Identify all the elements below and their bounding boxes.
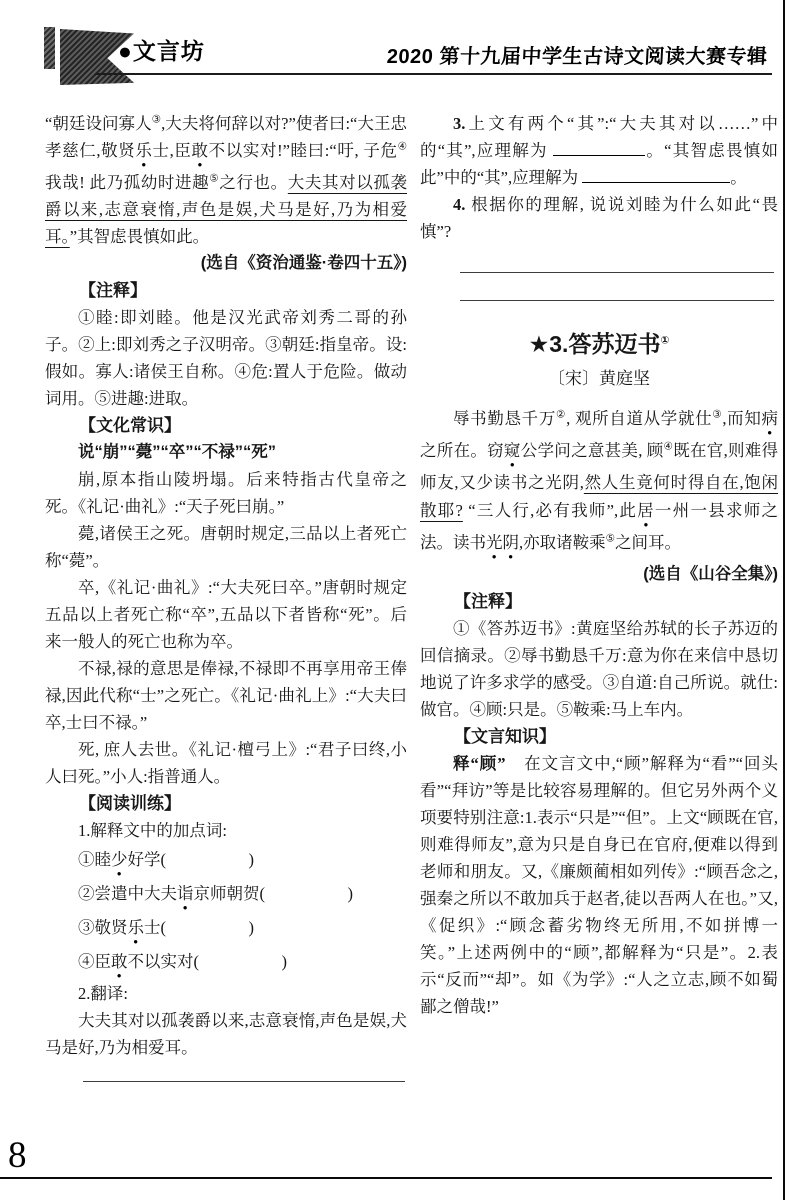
answer-blank-line [460, 272, 774, 273]
edition-title: 2020 第十九届中学生古诗文阅读大赛专辑 [386, 46, 769, 68]
culture-subheading: 说“崩”“薨”“卒”“不禄”“死” [78, 443, 276, 461]
passage-continuation: “朝廷设问寡人③,大夫将何辞以对?”使者曰:“大王忠孝慈仁,敬贤乐士,臣敢不以实对!”睦曰:“吁, 子危④我哉! 此乃孤幼时进趣⑤之行也。大夫其对以孤袭爵以来,志意衰惰,声色是娱,犬马是好,乃为相爱耳。”其智虑畏慎如此。 [45, 114, 408, 246]
answer-blank-line [460, 300, 774, 301]
question-1-item: ③敬贤乐士( ) [78, 918, 254, 937]
notes-heading: 【注释】 [454, 592, 522, 611]
question-3: 3.上文有两个“其”:“大夫其对以……”中的“其”,应理解为 。“其智虑畏慎如此”中的“其”,应理解为 。 [420, 114, 778, 187]
culture-paragraph: 薨,诸侯王之死。唐朝时规定,三品以上者死亡称“薨”。 [45, 524, 407, 570]
page-number: 8 [8, 1135, 27, 1176]
page-bottom-border [0, 1177, 772, 1179]
header-side-bar-icon [44, 27, 55, 69]
question-2-sentence: 大夫其对以孤袭爵以来,志意衰惰,声色是娱,犬马是好,乃为相爱耳。 [45, 1011, 407, 1057]
training-heading: 【阅读训练】 [79, 794, 181, 813]
knowledge-heading: 【文言知识】 [454, 727, 556, 746]
question-4: 4. 根据你的理解, 说说刘睦为什么如此“畏慎”? [420, 195, 778, 241]
article-author: 〔宋〕黄庭坚 [548, 369, 650, 388]
article-title: ★3.答苏迈书① [528, 331, 670, 357]
culture-paragraph: 崩,原本指山陵坍塌。后来特指古代皇帝之死。《礼记·曲礼》:“天子死曰崩。” [45, 470, 407, 516]
question-1-label: 1.解释文中的加点词: [78, 821, 227, 840]
page-right-border [783, 0, 785, 1200]
culture-heading: 【文化常识】 [79, 416, 181, 435]
knowledge-text: 释“顾” 在文言文中,“顾”解释为“看”“回头看”“拜访”等是比较容易理解的。但它另外两个义项要特别注意:1.表示“只是”“但”。上文“顾既在官,则难得师友”,意为只是自身已在官府,便难以得到老师和朋友。又,《廉颇蔺相如列传》:“顾吾念之, 强秦之所以不敢加兵于赵者,徒以吾两人在也。”又,《促织》:“顾念蓄劣物终无所用,不如拼博一笑。”上述两例中的“顾”,都解释为“只是”。2.表示“反而”“却”。如《为学》:“人之立志,顾不如蜀鄙之僧哉!” [420, 754, 779, 1016]
notes-text: ①睦:即刘睦。他是汉光武帝刘秀二哥的孙子。②上:即刘秀之子汉明帝。③朝廷:指皇帝。设:假如。寡人:诸侯王自称。④危:置人于危险。做动词用。⑤进趣:进取。 [45, 308, 407, 408]
culture-paragraph: 卒,《礼记·曲礼》:“大夫死曰卒。”唐朝时规定五品以上者死亡称“卒”,五品以下者皆称“死”。后来一般人的死亡也称为卒。 [45, 578, 407, 651]
article-passage: 辱书勤恳千万②, 观所自道从学就仕③,而知病之所在。窃窥公学问之意甚美, 顾④既在官,则难得师友,又少读书之光阴,然人生竟何时得自在,饱闲散耶? “三人行,必有我师”,此居一州一县求师之法。读书光阴,亦取诸鞍乘⑤之间耳。 [420, 409, 779, 552]
culture-paragraph: 不禄,禄的意思是俸禄,不禄即不再享用帝王俸禄,因此代称“士”之死亡。《礼记·曲礼上》:“大夫曰卒,士曰不禄。” [45, 659, 407, 732]
question-1-item: ④臣敢不以实对( ) [78, 952, 287, 971]
question-2-label: 2.翻译: [78, 984, 128, 1003]
section-label: ●文言坊 [118, 38, 205, 64]
header-rule [95, 73, 772, 75]
right-column [420, 110, 778, 1020]
question-1-item: ②尝遣中大夫诣京师朝贺( ) [78, 884, 353, 903]
question-1-item: ①睦少好学( ) [78, 850, 254, 869]
answer-blank-line [83, 1081, 405, 1082]
culture-paragraph: 死, 庶人去世。《礼记·檀弓上》:“君子曰终,小人曰死。”小人:指普通人。 [45, 740, 407, 786]
notes-heading: 【注释】 [79, 281, 147, 300]
notes-text: ①《答苏迈书》:黄庭坚给苏轼的长子苏迈的回信摘录。②辱书勤恳千万:意为你在来信中恳切地说了许多求学的感受。③自道:自己所说。就仕:做官。④顾:只是。⑤鞍乘:马上车内。 [420, 619, 778, 719]
left-column [45, 110, 407, 1082]
source-citation: (选自《资治通鉴·卷四十五》) [200, 254, 407, 272]
source-citation: (选自《山谷全集》) [643, 565, 778, 583]
